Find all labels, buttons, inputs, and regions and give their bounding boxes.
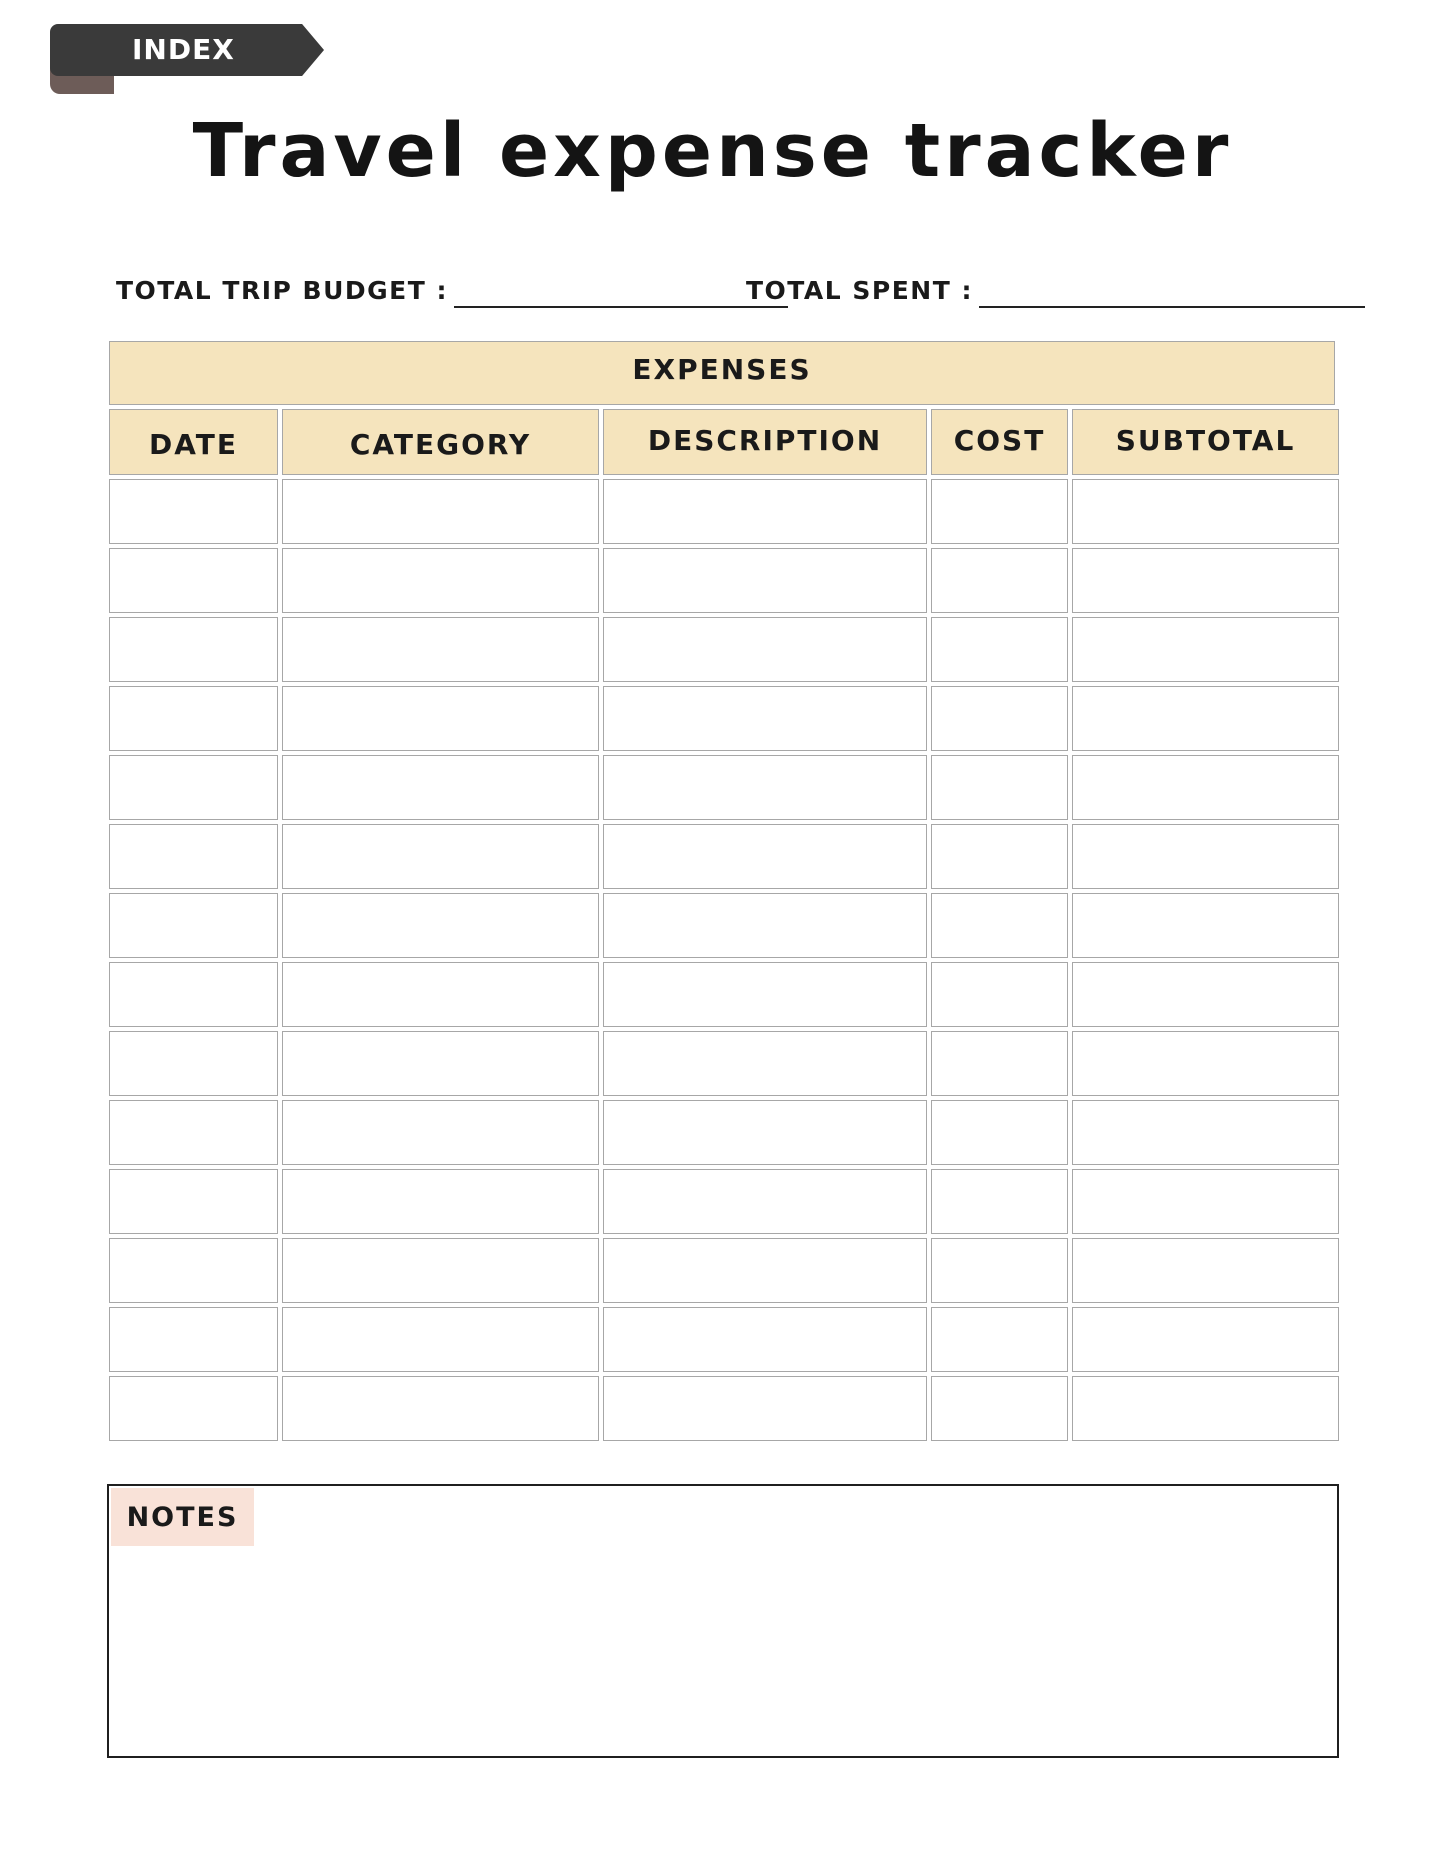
cell-subtotal[interactable] [1072,1307,1339,1372]
cell-cost[interactable] [931,686,1068,751]
cell-description[interactable] [603,1307,927,1372]
column-header-date: DATE [109,409,278,475]
expenses-header: EXPENSES [109,341,1335,405]
column-header-category: CATEGORY [282,409,599,475]
cell-subtotal[interactable] [1072,1100,1339,1165]
cell-category[interactable] [282,548,599,613]
cell-subtotal[interactable] [1072,1376,1339,1441]
page-title: Travel expense tracker [192,108,1233,194]
cell-subtotal[interactable] [1072,893,1339,958]
cell-description[interactable] [603,1031,927,1096]
cell-description[interactable] [603,824,927,889]
cell-date[interactable] [109,1169,278,1234]
cell-subtotal[interactable] [1072,824,1339,889]
index-tab[interactable] [50,24,324,76]
cell-category[interactable] [282,686,599,751]
cell-category[interactable] [282,1307,599,1372]
cell-cost[interactable] [931,1376,1068,1441]
budget-row [116,272,1336,312]
cell-description[interactable] [603,755,927,820]
cell-date[interactable] [109,824,278,889]
notes-label: NOTES [111,1488,254,1546]
column-header-description: DESCRIPTION [603,409,927,475]
cell-cost[interactable] [931,962,1068,1027]
cell-subtotal[interactable] [1072,755,1339,820]
cell-description[interactable] [603,1100,927,1165]
cell-category[interactable] [282,893,599,958]
cell-date[interactable] [109,962,278,1027]
cell-date[interactable] [109,755,278,820]
cell-cost[interactable] [931,1169,1068,1234]
cell-date[interactable] [109,893,278,958]
expenses-grid [109,409,1335,1441]
cell-subtotal[interactable] [1072,617,1339,682]
cell-date[interactable] [109,1376,278,1441]
index-tab-label: INDEX [132,33,235,66]
cell-description[interactable] [603,1169,927,1234]
cell-cost[interactable] [931,479,1068,544]
cell-subtotal[interactable] [1072,1169,1339,1234]
cell-subtotal[interactable] [1072,1031,1339,1096]
cell-date[interactable] [109,617,278,682]
cell-date[interactable] [109,1238,278,1303]
cell-category[interactable] [282,1100,599,1165]
cell-cost[interactable] [931,824,1068,889]
cell-cost[interactable] [931,1238,1068,1303]
cell-date[interactable] [109,479,278,544]
cell-cost[interactable] [931,1100,1068,1165]
cell-subtotal[interactable] [1072,548,1339,613]
cell-date[interactable] [109,686,278,751]
total-spent-field[interactable] [979,272,1365,308]
cell-category[interactable] [282,1238,599,1303]
cell-description[interactable] [603,686,927,751]
notes-box[interactable] [107,1484,1339,1758]
column-header-cost: COST [931,409,1068,475]
cell-category[interactable] [282,1169,599,1234]
expenses-table [109,341,1335,1441]
cell-category[interactable] [282,824,599,889]
cell-category[interactable] [282,1376,599,1441]
cell-category[interactable] [282,1031,599,1096]
cell-description[interactable] [603,1238,927,1303]
cell-date[interactable] [109,1100,278,1165]
cell-cost[interactable] [931,755,1068,820]
cell-subtotal[interactable] [1072,479,1339,544]
total-trip-budget-label: TOTAL TRIP BUDGET : [116,276,448,305]
total-spent [746,272,1365,308]
cell-cost[interactable] [931,893,1068,958]
cell-description[interactable] [603,893,927,958]
cell-category[interactable] [282,755,599,820]
column-header-subtotal: SUBTOTAL [1072,409,1339,475]
cell-date[interactable] [109,548,278,613]
cell-subtotal[interactable] [1072,1238,1339,1303]
cell-cost[interactable] [931,1307,1068,1372]
cell-description[interactable] [603,479,927,544]
total-trip-budget [116,272,788,308]
cell-description[interactable] [603,548,927,613]
cell-description[interactable] [603,962,927,1027]
cell-description[interactable] [603,1376,927,1441]
cell-date[interactable] [109,1307,278,1372]
cell-category[interactable] [282,962,599,1027]
cell-date[interactable] [109,1031,278,1096]
cell-category[interactable] [282,479,599,544]
cell-description[interactable] [603,617,927,682]
cell-cost[interactable] [931,617,1068,682]
cell-subtotal[interactable] [1072,962,1339,1027]
total-spent-label: TOTAL SPENT : [746,276,973,305]
total-trip-budget-field[interactable] [454,272,788,308]
cell-subtotal[interactable] [1072,686,1339,751]
cell-category[interactable] [282,617,599,682]
cell-cost[interactable] [931,548,1068,613]
cell-cost[interactable] [931,1031,1068,1096]
